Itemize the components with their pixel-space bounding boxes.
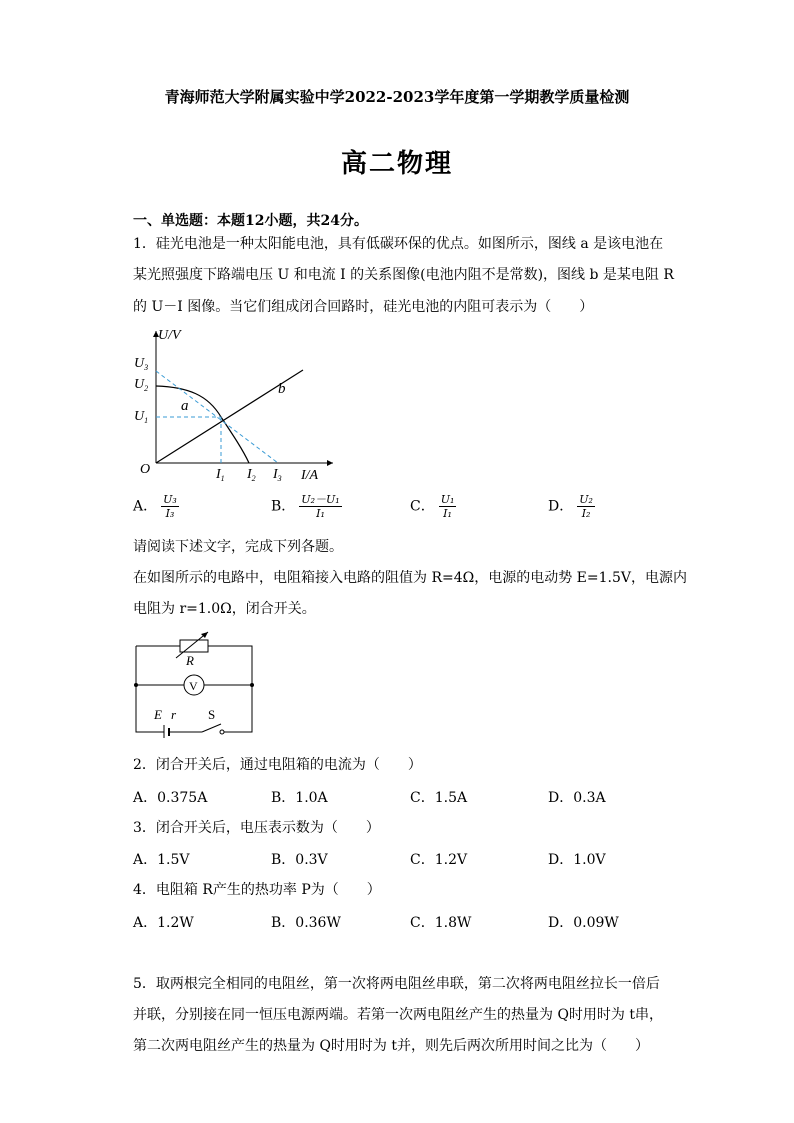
q3-option-d[interactable]: D．1.0V xyxy=(548,852,606,868)
q4-option-b[interactable]: B．0.36W xyxy=(271,915,341,931)
junction-left xyxy=(134,683,138,687)
q2-option-c[interactable]: C．1.5A xyxy=(410,790,468,806)
reading-intro: 请阅读下述文字，完成下列各题。 xyxy=(133,539,343,555)
internal-resistance-label: r xyxy=(171,707,177,722)
q1-line1: 1．硅光电池是一种太阳能电池，具有低碳环保的优点。如图所示，图线 a 是该电池在 xyxy=(133,236,664,252)
switch-label: S xyxy=(208,707,216,722)
voltmeter-label: V xyxy=(189,679,198,693)
q2-option-d[interactable]: D．0.3A xyxy=(548,790,606,806)
q5-line2: 并联，分别接在同一恒压电源两端。若第一次两电阻丝产生的热量为 Q时用时为 t串， xyxy=(133,1007,664,1023)
i1-label: $I_1$ xyxy=(216,467,225,483)
x-axis-label: I/A xyxy=(301,468,319,483)
i3-label: $I_3$ xyxy=(273,467,282,483)
q5-line3: 第二次两电阻丝产生的热量为 Q时用时为 t并，则先后两次所用时间之比为（ ） xyxy=(133,1038,650,1054)
q5-line1: 5．取两根完全相同的电阻丝，第一次将两电阻丝串联，第二次将两电阻丝拉长一倍后 xyxy=(133,976,660,992)
i2-label: $I_2$ xyxy=(247,467,256,483)
section-heading: 一、单选题：本题12小题，共24分。 xyxy=(133,213,368,229)
y-axis-label: U/V xyxy=(158,328,181,343)
tangent-dashed xyxy=(156,371,278,463)
line-b-label: b xyxy=(278,381,286,397)
q1-option-c[interactable]: C． $\frac{\text{U₁}}{\text{I₁}}$ xyxy=(410,493,455,520)
q1-option-b[interactable]: B． $\frac{\text{U₂－U₁}}{\text{I₁}}$ xyxy=(271,493,340,520)
circuit-diagram xyxy=(128,628,263,738)
origin-label: O xyxy=(140,462,151,477)
reading-line1: 在如图所示的电路中，电阻箱接入电路的阻值为 R=4Ω，电源的电动势 E=1.5V，电源内 xyxy=(133,570,688,586)
resistor-box-symbol xyxy=(180,640,208,652)
q1-option-d[interactable]: D． $\frac{\text{U₂}}{\text{I₂}}$ xyxy=(548,493,593,520)
q1-option-a[interactable]: A． $\frac{\text{U₃}}{\text{I₃}}$ xyxy=(133,493,177,520)
exam-header: 青海师范大学附属实验中学2022-2023学年度第一学期教学质量检测 xyxy=(164,88,630,106)
q2-option-a[interactable]: A．0.375A xyxy=(133,790,208,806)
q3-option-a[interactable]: A．1.5V xyxy=(133,852,190,868)
switch-blade xyxy=(202,724,221,732)
q1-line2: 某光照强度下路端电压 U 和电流 I 的关系图像(电池内阻不是常数)，图线 b 是某电阻 R xyxy=(133,267,674,283)
q4-stem: 4．电阻箱 R产生的热功率 P为（ ） xyxy=(133,882,381,898)
q3-stem: 3．闭合开关后，电压表示数为（ ） xyxy=(133,820,380,836)
q3-option-b[interactable]: B．0.3V xyxy=(271,852,328,868)
q4-option-d[interactable]: D．0.09W xyxy=(548,915,619,931)
curve-a xyxy=(156,386,249,463)
curve-a-label: a xyxy=(181,398,189,414)
q4-option-a[interactable]: A．1.2W xyxy=(133,915,194,931)
reading-line2: 电阻为 r=1.0Ω，闭合开关。 xyxy=(133,601,316,617)
q3-option-c[interactable]: C．1.2V xyxy=(410,852,468,868)
emf-label: E xyxy=(154,707,162,722)
q4-option-c[interactable]: C．1.8W xyxy=(410,915,472,931)
q1-line3: 的 U－I 图像。当它们组成闭合回路时，硅光电池的内阻可表示为（ ） xyxy=(133,299,594,315)
ui-graph xyxy=(128,325,343,490)
u3-label: $U_3$ xyxy=(134,356,149,372)
u1-label: $U_1$ xyxy=(134,409,149,425)
u2-label: $U_2$ xyxy=(134,377,149,393)
switch-contact xyxy=(220,730,224,734)
resistor-label: R xyxy=(186,653,194,668)
q2-stem: 2．闭合开关后，通过电阻箱的电流为（ ） xyxy=(133,757,422,773)
junction-right xyxy=(250,683,254,687)
page-title: 高二物理 xyxy=(340,149,453,179)
q2-option-b[interactable]: B．1.0A xyxy=(271,790,328,806)
